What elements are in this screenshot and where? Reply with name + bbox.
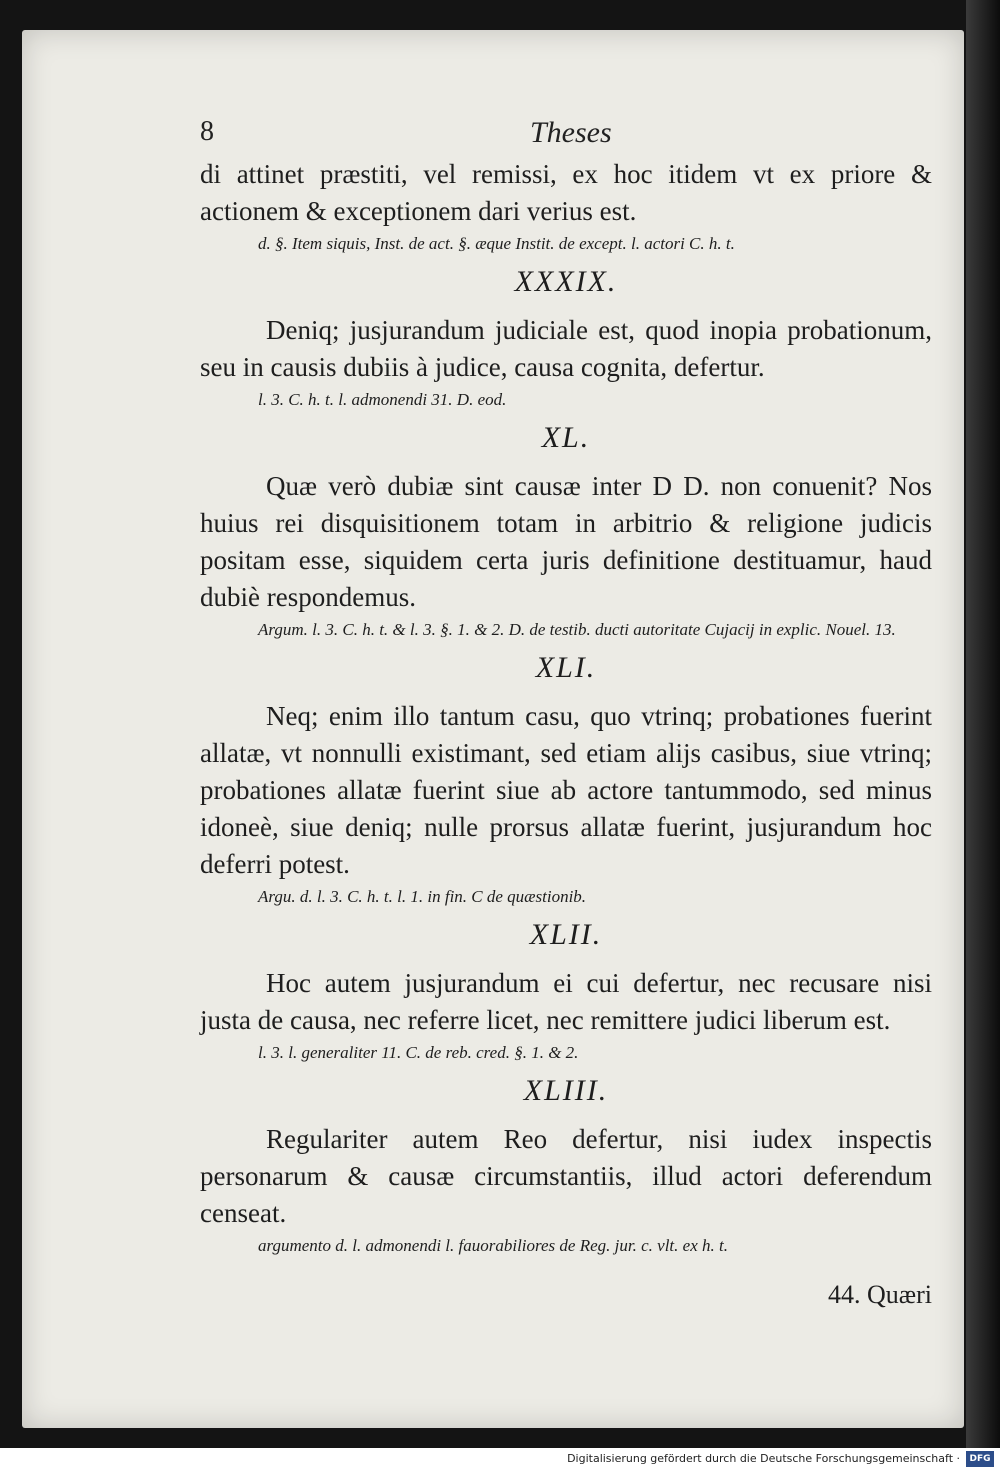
citation: Argu. d. l. 3. C. h. t. l. 1. in fin. C de quæstionib. — [258, 887, 587, 906]
thesis-paragraph: Quæ verò dubiæ sint causæ inter D D. non conuenit? Nos huius rei disquisitionem totam in arbitrio & religione judicis positam esse, siquidem certa juris definitione destituamur, haud dubiè respondemus. — [200, 471, 932, 612]
thesis-paragraph: Deniq; jusjurandum judiciale est, quod inopia probationum, seu in causis dubiis à judice, causa cognita, defertur. — [200, 315, 932, 382]
thesis-heading: XL. — [541, 421, 591, 454]
citation: Argum. l. 3. C. h. t. & l. 3. §. 1. & 2. D. de testib. ducti autoritate Cujacij in explic. Nouel. 13. — [258, 620, 896, 639]
page-content — [200, 156, 932, 1262]
thesis-paragraph: Regulariter autem Reo defertur, nisi iudex inspectis personarum & causæ circumstantiis, illud actori deferendum censeat. — [200, 1124, 932, 1228]
thesis-heading: XXXIX. — [514, 265, 618, 298]
citation: argumento d. l. admonendi l. fauorabiliores de Reg. jur. c. vlt. ex h. t. — [258, 1236, 728, 1255]
thesis-paragraph: Neq; enim illo tantum casu, quo vtrinq; probationes fuerint allatæ, vt nonnulli existimant, sed etiam alijs casibus, siue vtrinq; probationes allatæ fuerint siue ab actore tantummodo, sed minus idoneè, siue deniq; nulle prorsus allatæ fuerint, jusjurandum hoc deferri potest. — [200, 701, 932, 879]
page-number: 8 — [200, 116, 214, 147]
dfg-logo: DFG — [966, 1451, 994, 1467]
thesis-heading: XLIII. — [523, 1074, 609, 1107]
citation: l. 3. C. h. t. l. admonendi 31. D. eod. — [258, 390, 507, 409]
citation: l. 3. l. generaliter 11. C. de reb. cred. §. 1. & 2. — [258, 1043, 579, 1062]
paragraph-continuation: di attinet præstiti, vel remissi, ex hoc itidem vt ex priore & actionem & exceptionem dari verius est. — [200, 159, 932, 226]
thesis-heading: XLII. — [529, 918, 603, 951]
footer-credit: Digitalisierung gefördert durch die Deutsche Forschungsgemeinschaft · — [567, 1452, 960, 1465]
footer-bar — [0, 1448, 1000, 1473]
thesis-heading: XLI. — [535, 651, 597, 684]
catchword: 44. Quæri — [828, 1280, 932, 1309]
thesis-paragraph: Hoc autem jusjurandum ei cui defertur, nec recusare nisi justa de causa, nec referre licet, nec remittere judici liberum est. — [200, 968, 932, 1035]
book-edge — [966, 0, 1000, 1448]
citation: d. §. Item siquis, Inst. de act. §. æque Instit. de except. l. actori C. h. t. — [258, 234, 735, 253]
running-head: Theses — [530, 116, 612, 149]
page-header — [200, 116, 940, 152]
